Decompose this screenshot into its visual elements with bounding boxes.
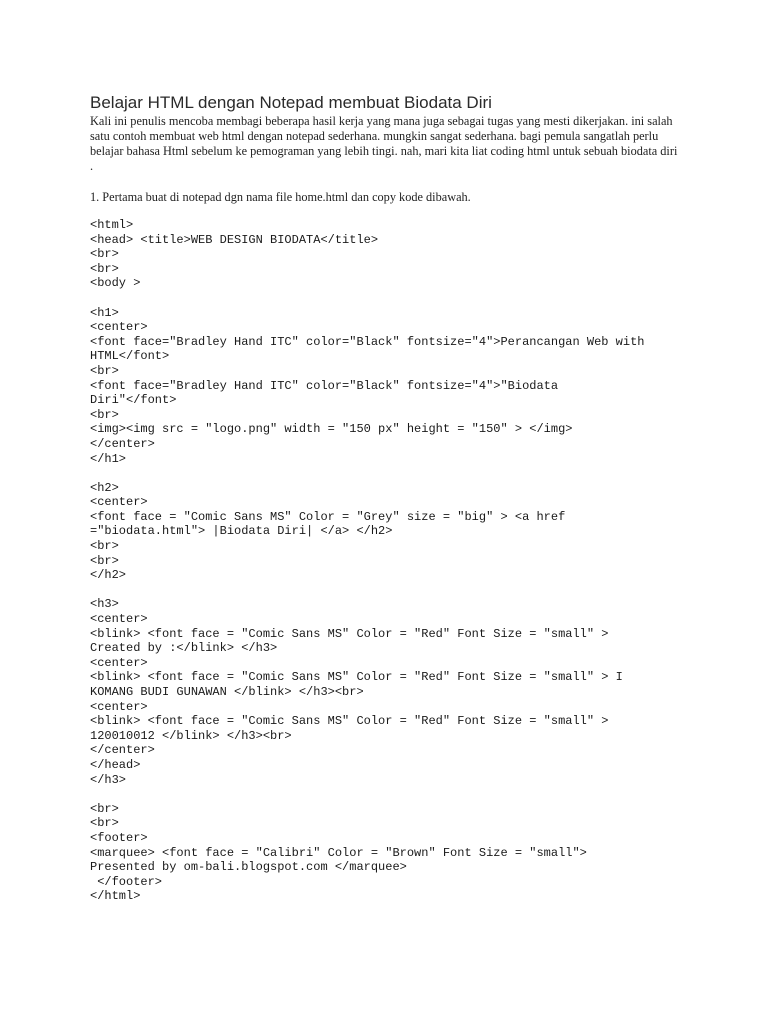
code-line: <center> <box>90 655 148 670</box>
code-block <box>90 218 690 904</box>
code-line <box>90 466 690 481</box>
code-line: <h3> <box>90 597 119 612</box>
code-line: <br> <box>90 407 119 422</box>
code-line: <body > <box>90 276 141 291</box>
code-line: <blink> <font face = "Comic Sans MS" Color = "Red" Font Size = "small" > <box>90 714 609 729</box>
code-line <box>90 583 690 598</box>
code-line: <h2> <box>90 480 119 495</box>
code-line: <font face = "Comic Sans MS" Color = "Grey" size = "big" > <a href <box>90 509 566 524</box>
code-line: <img><img src = "logo.png" width = "150 px" height = "150" > </img> <box>90 422 573 437</box>
code-line: <footer> <box>90 830 148 845</box>
code-line: <br> <box>90 553 119 568</box>
document-title: Belajar HTML dengan Notepad membuat Biodata Diri <box>90 93 492 112</box>
code-line: <br> <box>90 363 119 378</box>
code-line: HTML</font> <box>90 349 170 364</box>
code-line: Created by :</blink> </h3> <box>90 641 278 656</box>
code-line: <br> <box>90 261 119 276</box>
code-line: <br> <box>90 801 119 816</box>
code-line: <font face="Bradley Hand ITC" color="Black" fontsize="4">Perancangan Web with <box>90 334 645 349</box>
code-line: <center> <box>90 699 148 714</box>
code-line: <head> <title>WEB DESIGN BIODATA</title> <box>90 232 379 247</box>
code-line: ="biodata.html"> |Biodata Diri| </a> </h2> <box>90 524 393 539</box>
code-line: </h2> <box>90 568 127 583</box>
code-line: </h1> <box>90 451 127 466</box>
code-line: </center> <box>90 436 155 451</box>
code-line: <font face="Bradley Hand ITC" color="Black" fontsize="4">"Biodata <box>90 378 559 393</box>
code-line: <marquee> <font face = "Calibri" Color = "Brown" Font Size = "small"> <box>90 845 587 860</box>
code-line: </html> <box>90 889 141 904</box>
intro-paragraph: Kali ini penulis mencoba membagi beberapa hasil kerja yang mana juga sebagai tugas yang mesti dikerjakan. ini salah satu contoh membuat web html dengan notepad sederhana. mungkin sangat sederhana. bagi pemula sangatlah perlu belajar bahasa Html sebelum ke pemograman yang lebih tingi. nah, mari kita liat coding html untuk sebuah biodata diri . <box>90 114 678 173</box>
code-line: <br> <box>90 539 119 554</box>
code-line: </center> <box>90 743 155 758</box>
code-line: Presented by om-bali.blogspot.com </marquee> <box>90 860 407 875</box>
code-line: </h3> <box>90 772 127 787</box>
document-page <box>90 92 690 904</box>
code-line: <center> <box>90 320 148 335</box>
code-line: <blink> <font face = "Comic Sans MS" Color = "Red" Font Size = "small" > I <box>90 670 623 685</box>
step-instruction: 1. Pertama buat di notepad dgn nama file home.html dan copy kode dibawah. <box>90 190 471 204</box>
code-line: <br> <box>90 247 119 262</box>
code-line: <center> <box>90 612 148 627</box>
code-line: Diri"</font> <box>90 393 177 408</box>
code-line: <h1> <box>90 305 119 320</box>
code-line: </head> <box>90 757 141 772</box>
code-line: <center> <box>90 495 148 510</box>
code-line <box>90 787 690 802</box>
code-line: <blink> <font face = "Comic Sans MS" Color = "Red" Font Size = "small" > <box>90 626 609 641</box>
code-line: 120010012 </blink> </h3><br> <box>90 728 292 743</box>
code-line: </footer> <box>90 874 163 889</box>
code-line: KOMANG BUDI GUNAWAN </blink> </h3><br> <box>90 685 364 699</box>
code-line <box>90 291 690 306</box>
code-line: <br> <box>90 816 119 831</box>
code-line: <html> <box>90 218 134 232</box>
